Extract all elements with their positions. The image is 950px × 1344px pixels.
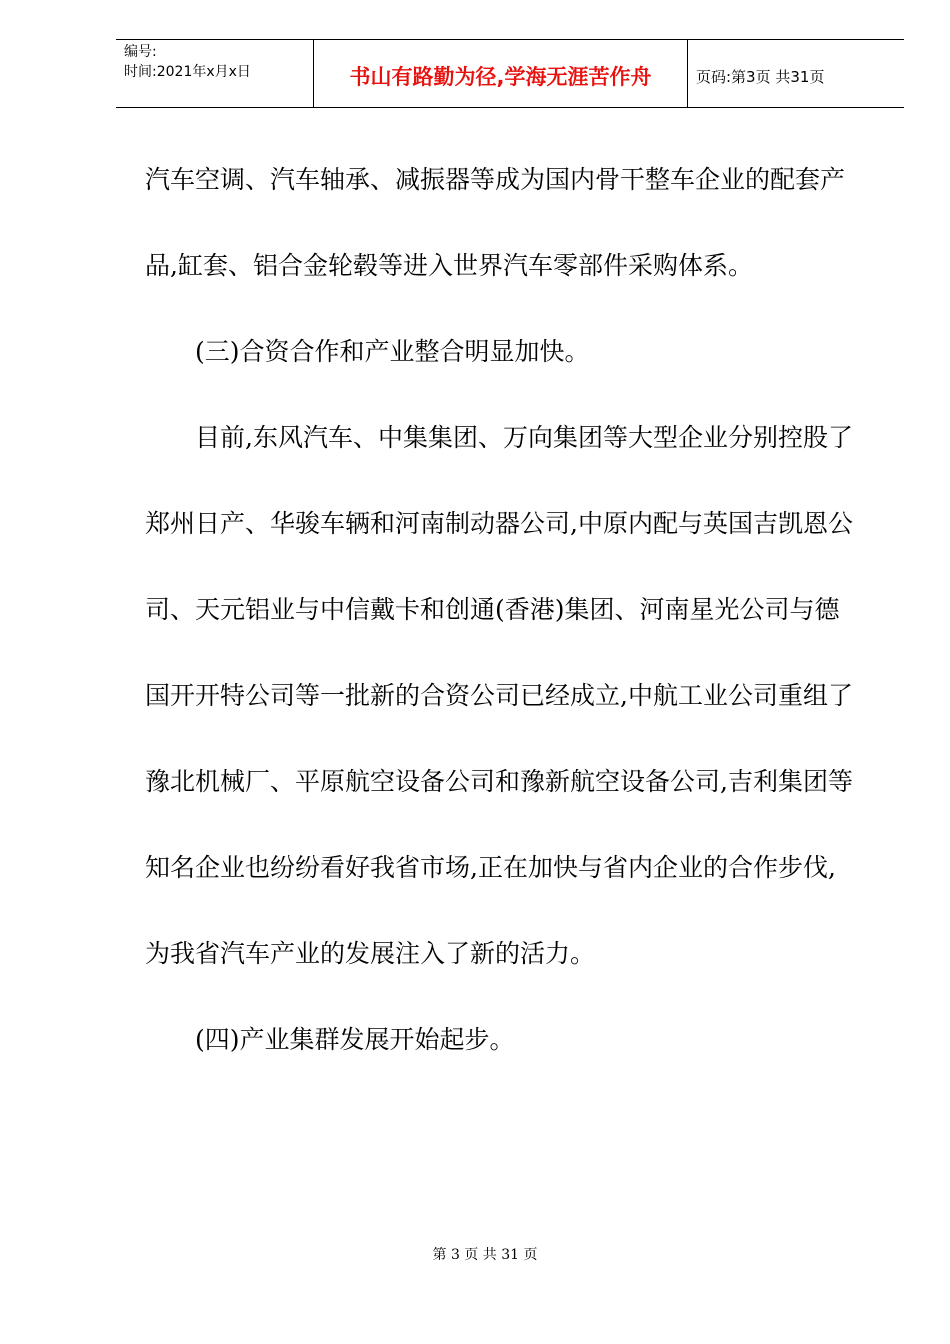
paragraph-line: 郑州日产、华骏车辆和河南制动器公司,中原内配与英国吉凯恩公 bbox=[145, 509, 853, 538]
paragraph-line: 国开开特公司等一批新的合资公司已经成立,中航工业公司重组了 bbox=[145, 681, 853, 710]
paragraph-line: 豫北机械厂、平原航空设备公司和豫新航空设备公司,吉利集团等 bbox=[145, 767, 853, 796]
header-meta bbox=[116, 40, 314, 107]
document-number: 编号: bbox=[124, 44, 157, 60]
page-header bbox=[116, 39, 904, 108]
header-motto: 书山有路勤为径,学海无涯苦作舟 bbox=[314, 40, 688, 107]
section-heading: (三)合资合作和产业整合明显加快。 bbox=[195, 337, 590, 366]
header-page-info: 页码:第3页 共31页 bbox=[696, 68, 825, 86]
paragraph-line: 目前,东风汽车、中集集团、万向集团等大型企业分别控股了 bbox=[195, 423, 853, 452]
paragraph-line: 司、天元铝业与中信戴卡和创通(香港)集团、河南星光公司与德 bbox=[145, 595, 840, 624]
section-heading: (四)产业集群发展开始起步。 bbox=[195, 1025, 515, 1054]
document-body bbox=[145, 137, 880, 1083]
paragraph-line: 品,缸套、铝合金轮毂等进入世界汽车零部件采购体系。 bbox=[145, 251, 753, 280]
paragraph-line: 汽车空调、汽车轴承、减振器等成为国内骨干整车企业的配套产 bbox=[145, 165, 846, 194]
paragraph-line: 为我省汽车产业的发展注入了新的活力。 bbox=[145, 939, 596, 968]
page-footer: 第 3 页 共 31 页 bbox=[432, 1247, 538, 1263]
document-time: 时间:2021年x月x日 bbox=[124, 64, 251, 80]
paragraph-line: 知名企业也纷纷看好我省市场,正在加快与省内企业的合作步伐, bbox=[145, 853, 836, 882]
